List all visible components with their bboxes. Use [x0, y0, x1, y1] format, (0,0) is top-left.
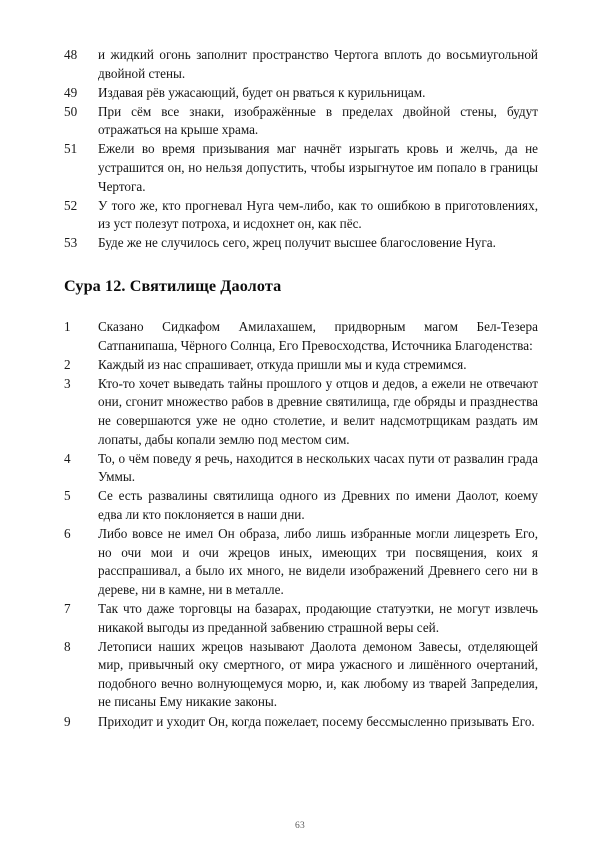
verse-row [64, 356, 538, 375]
verse-text: Буде же не случилось сего, жрец получит высшее благословение Нуга. [98, 235, 496, 251]
verse-row [64, 600, 538, 637]
verse-text: При сём все знаки, изображённые в пределах двойной стены, будут отражаться на крыше храма. [98, 103, 538, 138]
verse-text: Так что даже торговцы на базарах, продающие статуэтки, не могут извлечь никакой выгоды из преданной забвению страшной веры сей. [98, 600, 538, 635]
verse-number: 6 [64, 526, 71, 542]
verse-number: 51 [64, 141, 78, 157]
verse-text: Летописи наших жрецов называют Даолота демоном Завесы, отделяющей мир, привычный оку смертного, от мира ужасного и лишённого очертаний, подобного вечно волнующемуся морю, и, как любому из тварей Запределия, не писаны Ему никакие законы. [98, 638, 538, 710]
verse-row [64, 525, 538, 599]
verse-row [64, 487, 538, 524]
verse-row [64, 140, 538, 196]
verse-number: 49 [64, 84, 78, 100]
verse-text: Сказано Сидкафом Амилахашем, придворным магом Бел-Тезера Сатпанипаша, Чёрного Солнца, Его Превосходства, Источника Благоденства: [98, 319, 538, 353]
page-number: 63 [294, 821, 306, 831]
verse-number: 48 [64, 47, 78, 62]
page-body [64, 46, 538, 732]
verse-text: Либо вовсе не имел Он образа, либо лишь избранные могли лицезреть Его, но очи мои и очи жрецов иных, имеющих три посвящения, коих я расспрашивал, а было их много, не видели изображений Древнего сего ни в дереве, ни в камне, ни в металле. [98, 526, 538, 597]
verse-number: 8 [64, 638, 71, 654]
verse-number: 50 [64, 103, 78, 119]
verse-text: Ежели во время призывания маг начнёт изрыгать кровь и желчь, да не устрашится он, но нельзя допустить, чтобы изрыгнутое им попало в границы Чертога. [98, 141, 538, 194]
verse-number: 7 [64, 600, 71, 616]
verse-row [64, 234, 538, 253]
verse-number: 5 [64, 488, 71, 504]
verse-row [64, 713, 538, 732]
verse-row [64, 375, 538, 449]
verse-number: 53 [64, 235, 78, 251]
verse-text: Каждый из нас спрашивает, откуда пришли мы и куда стремимся. [98, 356, 467, 372]
verse-text: Приходит и уходит Он, когда пожелает, посему бессмысленно призывать Его. [98, 713, 535, 729]
verse-row [64, 638, 538, 712]
verse-number: 2 [64, 356, 71, 372]
verse-text: То, о чём поведу я речь, находится в нескольких часах пути от развалин града Уммы. [98, 450, 538, 485]
verse-number: 1 [64, 319, 71, 335]
verse-number: 4 [64, 450, 71, 466]
verse-number: 9 [64, 713, 71, 729]
verse-row [64, 103, 538, 140]
verse-text: Се есть развалины святилища одного из Древних по имени Даолот, коему едва ли кто поклоняется в наши дни. [98, 488, 538, 522]
section-heading: Сура 12. Святилище Даолота [64, 277, 282, 296]
verse-text: У того же, кто прогневал Нуга чем-либо, как то ошибкою в приготовлениях, из уст полезут потроха, и исдохнет он, как пёс. [98, 197, 538, 232]
verse-row [64, 84, 538, 103]
verse-text: Издавая рёв ужасающий, будет он рваться к курильницам. [98, 84, 426, 100]
verse-row [64, 46, 538, 83]
verse-text: и жидкий огонь заполнит пространство Чертога вплоть до восьмиугольной двойной стены. [98, 47, 538, 81]
verse-row [64, 318, 538, 355]
verse-row [64, 450, 538, 487]
verse-row [64, 197, 538, 234]
verse-number: 3 [64, 375, 71, 391]
verse-number: 52 [64, 197, 78, 213]
verse-text: Кто-то хочет выведать тайны прошлого у отцов и дедов, а ежели не отвечают они, сгонит множество рабов в древние святилища, где обряды и празднества не совершаются уже не одно столетие, и велит надсмотрщикам раздать им лопаты, дабы копали землю под местом сим. [98, 375, 538, 447]
